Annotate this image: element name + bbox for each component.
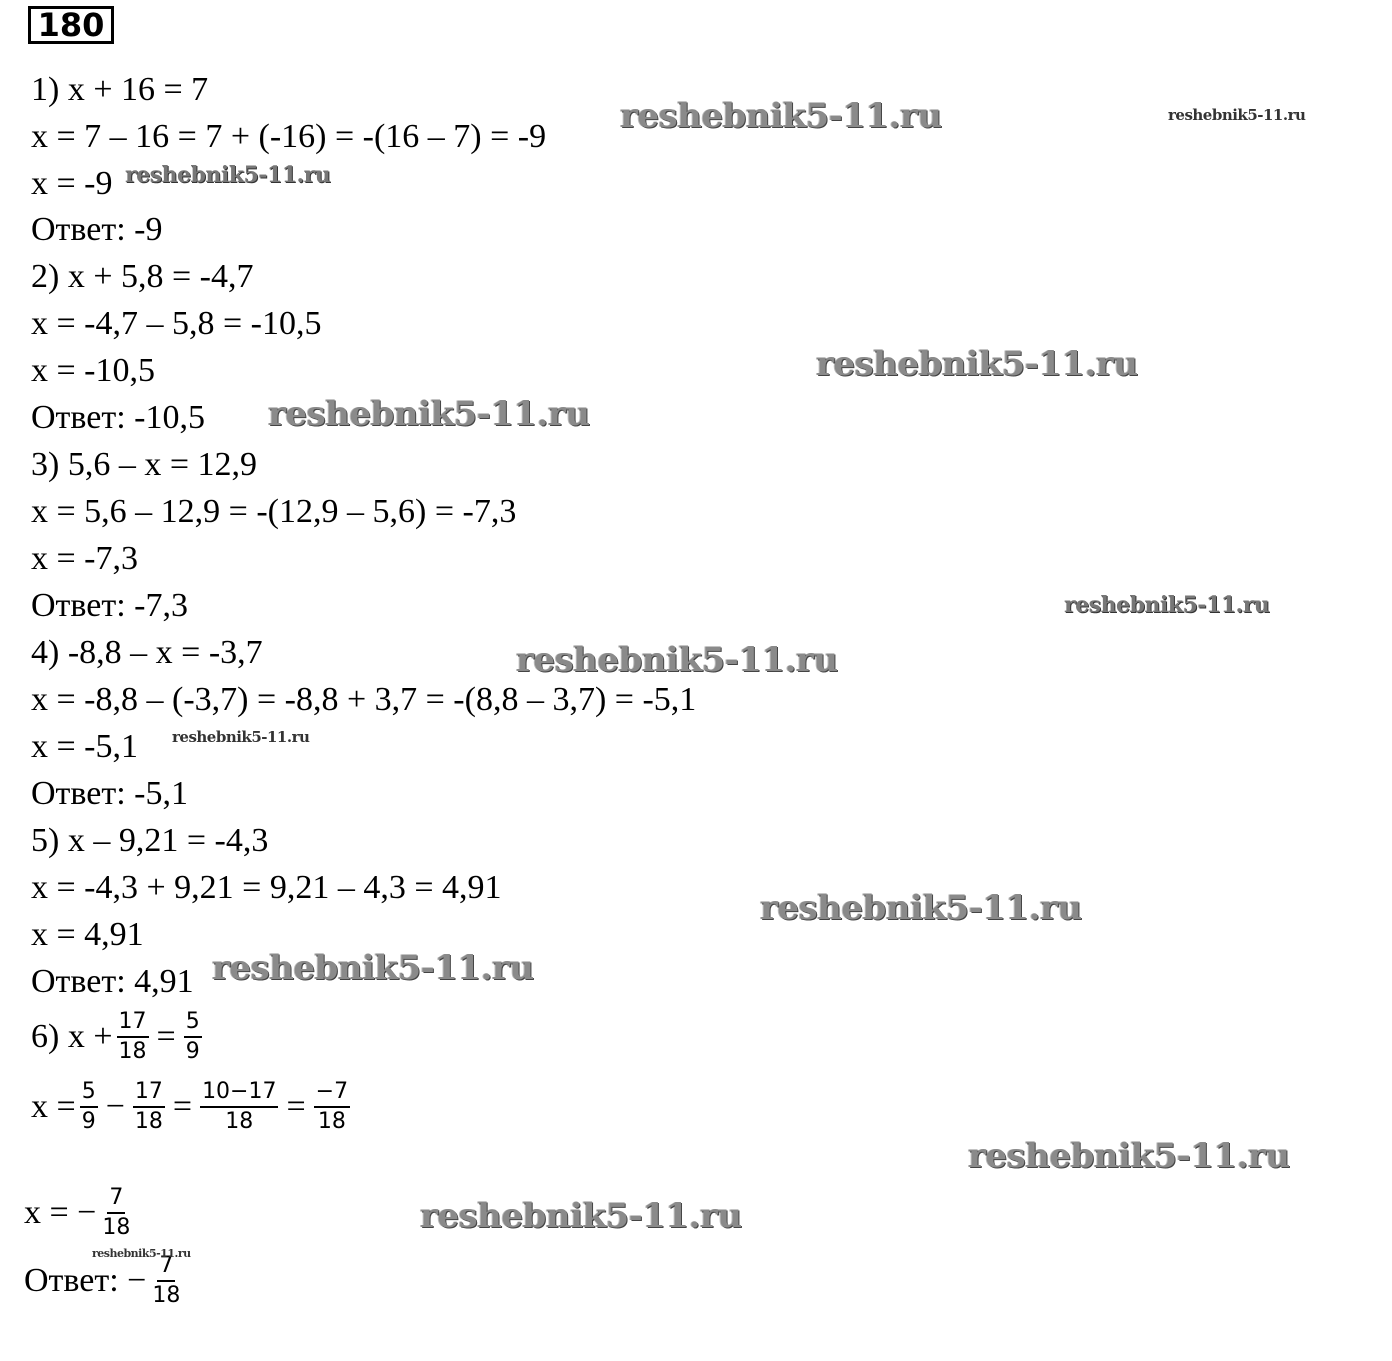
task6-prefix: x = − — [24, 1194, 97, 1231]
watermark: reshebnik5-11.ru — [1064, 592, 1270, 618]
watermark: reshebnik5-11.ru — [420, 1196, 742, 1236]
solution-line: x = -7,3 — [31, 540, 138, 577]
fraction — [200, 1080, 278, 1134]
problem-number: 180 — [28, 6, 114, 44]
solution-line: x = -8,8 – (-3,7) = -8,8 + 3,7 = -(8,8 – 3,7) = -5,1 — [31, 681, 697, 718]
denominator: 18 — [118, 1039, 147, 1064]
denominator: 9 — [185, 1039, 200, 1064]
answer-line: Ответ: -5,1 — [31, 775, 188, 812]
minus-sign: − — [105, 1088, 125, 1125]
task6-solution — [31, 1080, 354, 1134]
solution-line: x = -9 — [31, 165, 113, 202]
numerator: 10−17 — [200, 1080, 278, 1108]
denominator: 18 — [225, 1109, 254, 1134]
numerator: −7 — [314, 1080, 350, 1108]
solution-line: 2) x + 5,8 = -4,7 — [31, 258, 254, 295]
numerator: 5 — [184, 1010, 202, 1038]
watermark: reshebnik5-11.ru — [1168, 106, 1306, 124]
fraction — [184, 1010, 202, 1064]
equals-sign: = — [156, 1018, 176, 1055]
solution-line: x = 5,6 – 12,9 = -(12,9 – 5,6) = -7,3 — [31, 493, 517, 530]
numerator: 7 — [157, 1254, 175, 1282]
numerator: 5 — [80, 1080, 98, 1108]
numerator: 7 — [107, 1186, 125, 1214]
watermark: reshebnik5-11.ru — [212, 948, 534, 988]
solution-line: 5) x – 9,21 = -4,3 — [31, 822, 269, 859]
watermark: reshebnik5-11.ru — [968, 1136, 1290, 1176]
denominator: 18 — [134, 1109, 163, 1134]
task6-result — [24, 1186, 136, 1240]
task6-prefix: Ответ: − — [24, 1262, 147, 1299]
answer-line: Ответ: -10,5 — [31, 399, 205, 436]
task6-answer — [24, 1254, 186, 1308]
task6-equation — [31, 1010, 206, 1064]
equals-sign: = — [286, 1088, 306, 1125]
solution-line: x = -4,3 + 9,21 = 9,21 – 4,3 = 4,91 — [31, 869, 502, 906]
numerator: 17 — [117, 1010, 149, 1038]
solution-line: 1) x + 16 = 7 — [31, 71, 209, 108]
watermark: reshebnik5-11.ru — [816, 344, 1138, 384]
denominator: 18 — [102, 1215, 131, 1240]
denominator: 9 — [81, 1109, 96, 1134]
fraction — [100, 1186, 132, 1240]
solution-line: x = -10,5 — [31, 352, 155, 389]
watermark: reshebnik5-11.ru — [760, 888, 1082, 928]
fraction — [80, 1080, 98, 1134]
denominator: 18 — [317, 1109, 346, 1134]
solution-line: x = 4,91 — [31, 916, 144, 953]
watermark: reshebnik5-11.ru — [172, 728, 310, 746]
watermark: reshebnik5-11.ru — [92, 1247, 191, 1260]
solution-line: x = -5,1 — [31, 728, 138, 765]
answer-line: Ответ: 4,91 — [31, 963, 194, 1000]
watermark: reshebnik5-11.ru — [516, 640, 838, 680]
watermark: reshebnik5-11.ru — [125, 162, 331, 188]
equals-sign: = — [172, 1088, 193, 1125]
denominator: 18 — [152, 1283, 181, 1308]
fraction — [117, 1010, 149, 1064]
solution-line: 3) 5,6 – x = 12,9 — [31, 446, 257, 483]
numerator: 17 — [133, 1080, 165, 1108]
answer-line: Ответ: -7,3 — [31, 587, 188, 624]
fraction — [133, 1080, 165, 1134]
task6-prefix: 6) x + — [31, 1018, 113, 1055]
fraction — [150, 1254, 182, 1308]
solution-line: x = 7 – 16 = 7 + (-16) = -(16 – 7) = -9 — [31, 118, 547, 155]
solution-line: 4) -8,8 – x = -3,7 — [31, 634, 263, 671]
answer-line: Ответ: -9 — [31, 211, 163, 248]
task6-prefix: x = — [31, 1088, 76, 1125]
fraction — [314, 1080, 350, 1134]
watermark: reshebnik5-11.ru — [268, 394, 590, 434]
watermark: reshebnik5-11.ru — [620, 96, 942, 136]
solution-line: x = -4,7 – 5,8 = -10,5 — [31, 305, 322, 342]
